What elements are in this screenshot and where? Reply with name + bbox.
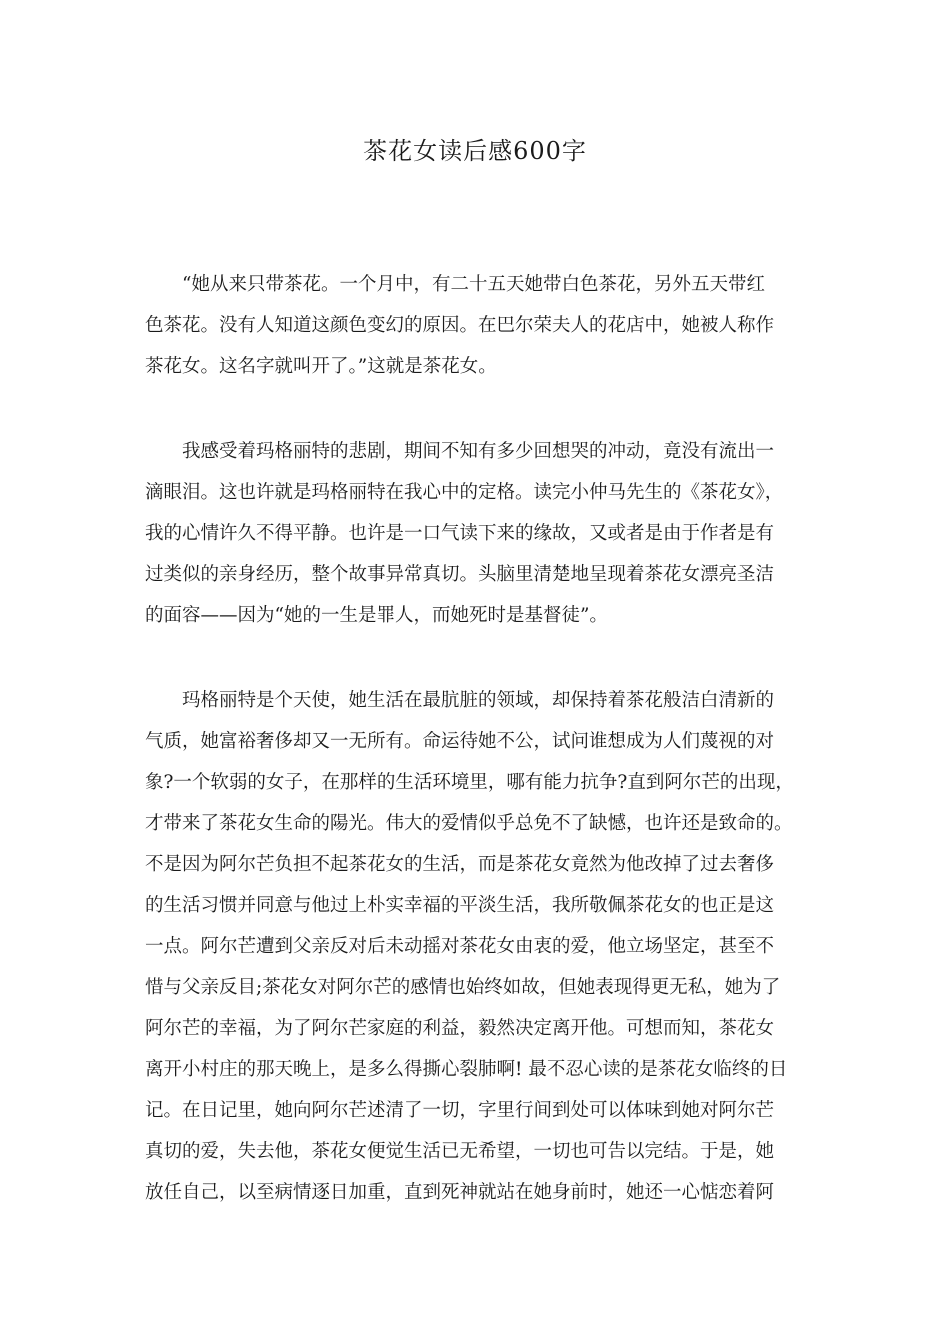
document-title: 茶花女读后感600字 bbox=[363, 137, 587, 165]
paragraph-line: 气质，她富裕奢侈却又一无所有。命运待她不公，试问谁想成为人们蔑视的对 bbox=[145, 731, 775, 752]
paragraph-line: 离开小村庄的那天晚上，是多么得撕心裂肺啊! 最不忍心读的是茶花女临终的日 bbox=[145, 1059, 788, 1080]
paragraph-line: 象?一个软弱的女子，在那样的生活环境里，哪有能力抗争?直到阿尔芒的出现， bbox=[145, 772, 794, 793]
paragraph-line: 放任自己，以至病情逐日加重，直到死神就站在她身前时，她还一心惦恋着阿 bbox=[145, 1182, 775, 1203]
paragraph-line: 真切的爱，失去他，茶花女便觉生活已无希望，一切也可告以完结。于是，她 bbox=[145, 1141, 775, 1162]
paragraph-line: 记。在日记里，她向阿尔芒述清了一切，字里行间到处可以体味到她对阿尔芒 bbox=[145, 1100, 775, 1121]
paragraph-line: 才带来了茶花女生命的陽光。伟大的爱情似乎总免不了缺憾，也许还是致命的。 bbox=[145, 813, 793, 834]
paragraph-line: 茶花女。这名字就叫开了。”这就是茶花女。 bbox=[145, 356, 497, 377]
paragraph-line: 一点。阿尔芒遭到父亲反对后未动摇对茶花女由衷的爱，他立场坚定，甚至不 bbox=[145, 936, 775, 957]
paragraph-line: 我感受着玛格丽特的悲剧，期间不知有多少回想哭的冲动，竟没有流出一 bbox=[182, 441, 775, 462]
paragraph-3 bbox=[145, 680, 805, 1213]
paragraph-2 bbox=[145, 431, 805, 636]
paragraph-line: 玛格丽特是个天使，她生活在最肮脏的领域，却保持着茶花般洁白清新的 bbox=[182, 690, 775, 711]
paragraph-line: 过类似的亲身经历，整个故事异常真切。头脑里清楚地呈现着茶花女漂亮圣洁 bbox=[145, 564, 775, 585]
paragraph-line: 的面容——因为“她的一生是罪人，而她死时是基督徒”。 bbox=[145, 605, 608, 626]
paragraph-line: 惜与父亲反目;茶花女对阿尔芒的感情也始终如故，但她表现得更无私，她为了 bbox=[145, 977, 781, 998]
paragraph-line: 不是因为阿尔芒负担不起茶花女的生活，而是茶花女竟然为他改掉了过去奢侈 bbox=[145, 854, 775, 875]
document-body bbox=[145, 264, 805, 1257]
paragraph-line: 滴眼泪。这也许就是玛格丽特在我心中的定格。读完小仲马先生的《茶花女》， bbox=[145, 482, 784, 503]
paragraph-line: “她从来只带茶花。一个月中，有二十五天她带白色茶花，另外五天带红 bbox=[182, 274, 765, 295]
paragraph-line: 色茶花。没有人知道这颜色变幻的原因。在巴尔荣夫人的花店中，她被人称作 bbox=[145, 315, 775, 336]
paragraph-line: 阿尔芒的幸福，为了阿尔芒家庭的利益，毅然决定离开他。可想而知，茶花女 bbox=[145, 1018, 775, 1039]
paragraph-line: 的生活习惯并同意与他过上朴实幸福的平淡生活，我所敬佩茶花女的也正是这 bbox=[145, 895, 775, 916]
paragraph-1 bbox=[145, 264, 805, 387]
paragraph-line: 我的心情许久不得平静。也许是一口气读下来的缘故，又或者是由于作者是有 bbox=[145, 523, 775, 544]
